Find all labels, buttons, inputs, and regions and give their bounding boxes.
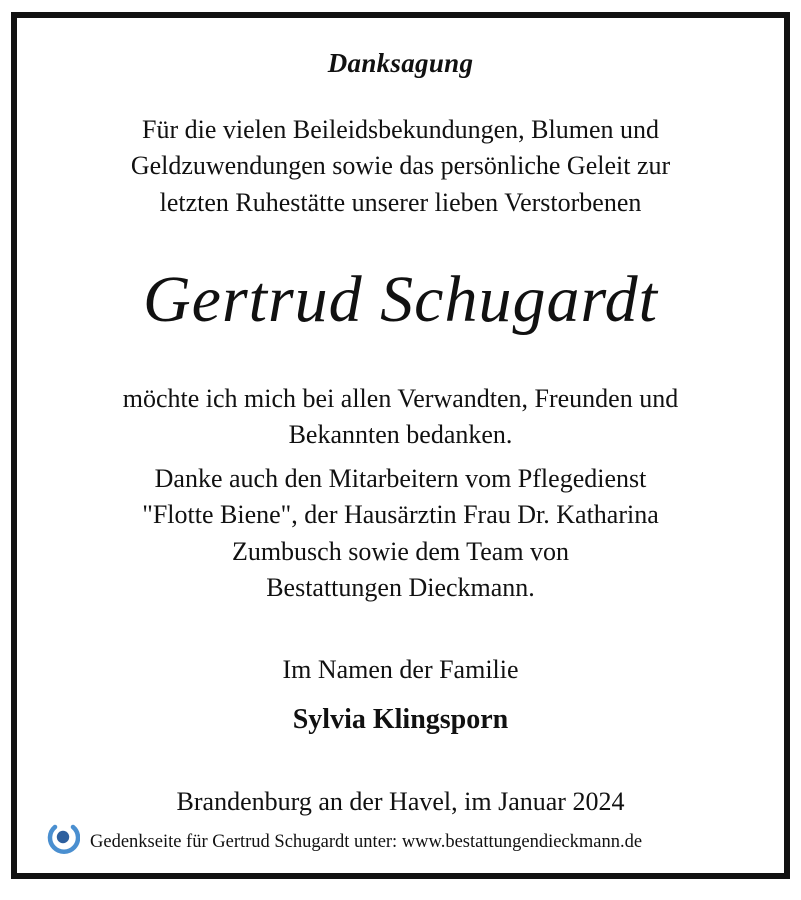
extra-thanks-line-1: Danke auch den Mitarbeitern vom Pflegedienst	[154, 464, 647, 493]
intro-line-1: Für die vielen Beileidsbekundungen, Blumen und	[141, 115, 660, 144]
place-date: Brandenburg an der Havel, im Januar 2024	[176, 787, 625, 816]
extra-thanks-line-4: Bestattungen Dieckmann.	[266, 573, 535, 602]
extra-thanks-line-2: "Flotte Biene", der Hausärztin Frau Dr. Katharina	[142, 500, 659, 529]
thanks-line-2: Bekannten bedanken.	[288, 420, 513, 449]
extra-thanks-line-3: Zumbusch sowie dem Team von	[231, 537, 570, 566]
intro-line-2: Geldzuwendungen sowie das persönliche Geleit zur	[130, 151, 671, 180]
memorial-link-text[interactable]: Gedenkseite für Gertrud Schugardt unter: www.bestattungendieckmann.de	[90, 831, 643, 852]
memorial-logo-icon	[46, 824, 80, 861]
memorial-footer	[46, 826, 642, 858]
signature: Sylvia Klingsporn	[292, 704, 509, 735]
on-behalf-line: Im Namen der Familie	[282, 655, 519, 684]
intro-line-3: letzten Ruhestätte unserer lieben Verstorbenen	[159, 188, 642, 217]
thanks-line-1: möchte ich mich bei allen Verwandten, Freunden und	[122, 384, 679, 413]
deceased-name: Gertrud Schugardt	[142, 263, 659, 336]
notice-heading: Danksagung	[327, 48, 474, 78]
